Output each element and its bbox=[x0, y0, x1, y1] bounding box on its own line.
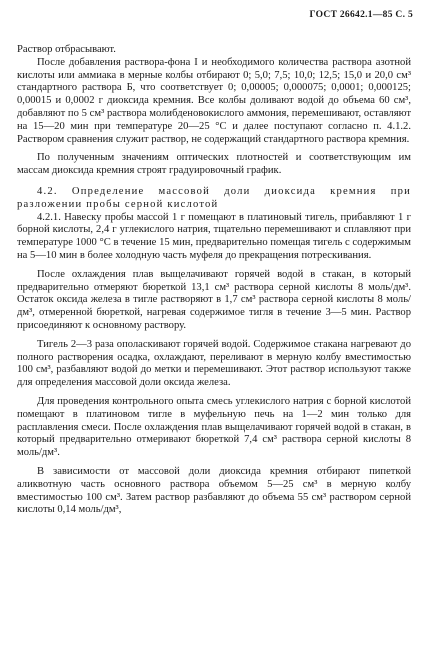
running-header: ГОСТ 26642.1—85 С. 5 bbox=[309, 10, 413, 20]
section-heading-4-2: 4.2. Определение массовой доли диоксида кремния при разложении пробы серной кислотой bbox=[17, 185, 411, 210]
paragraph-leaching: После охлаждения плав выщелачивают горячей водой в стакан, в который предварительно отмеряют бюреткой 13,1 см³ раствора серной кислоты 8 моль/дм³. Остаток оксида железа в тигле растворяют в 1,7 см³ раствора серной кислоты 8 моль/дм³, отмеренной бюреткой, нагревая содержимое тигля в течение 3—5 мин. Раствор присоединяют к основному раствору. bbox=[17, 268, 411, 331]
paragraph-control-experiment: Для проведения контрольного опыта смесь углекислого натрия с борной кислотой помещают в платиновом тигле в муфельную печь на 1—2 мин только для расплавления смеси. После охлаждения плав выщелачивают горячей водой в стакан, в который предварительно отмеривают бюреткой 7,4 см³ раствора серной кислоты 8 моль/дм³. bbox=[17, 395, 411, 459]
paragraph-discard: Раствор отбрасывают. bbox=[17, 44, 116, 55]
document-body bbox=[17, 44, 411, 517]
paragraph-4-2-1: 4.2.1. Навеску пробы массой 1 г помещают в платиновый тигель, прибавляют 1 г борной кислоты, 2,4 г углекислого натрия, тщательно перемешивают и сплавляют при температуре 1000 °С в течение 15 мин, предварительно помещая тигель с содержимым на 5—10 мин в более холодную часть муфеля до прекращения потрескивания. bbox=[17, 211, 411, 261]
paragraph-standard-solutions: После добавления раствора-фона I и необходимого количества раствора азотной кислоты или аммиака в мерные колбы отбирают 0; 5,0; 7,5; 10,0; 12,5; 15,0 и 20,0 см³ стандартного раствора Б, что соответствует 0; 0,00005; 0,000075; 0,0001; 0,000125; 0,00015 и 0,0002 г диоксида кремния. Все колбы доливают водой до объема 60 см³, добавляют по 5 см³ раствора молибденовокислого аммония, перемешивают, оставляют на 15—20 мин при температуре 20—25 °С и далее поступают согласно п. 4.1.2. Раствором сравнения служит раствор, не содержащий стандартного раствора кремния. bbox=[17, 56, 411, 145]
paragraph-calibration-graph: По полученным значениям оптических плотностей и соответствующим им массам диоксида кремния строят градуировочный график. bbox=[17, 152, 411, 177]
paragraph-aliquot: В зависимости от массовой доли диоксида кремния отбирают пипеткой аликвотную часть основного раствора объемом 5—25 см³ в мерную колбу вместимостью 100 см³. Затем раствор разбавляют до объема 55 см³ раствором серной кислоты 0,14 моль/дм³, bbox=[17, 465, 411, 516]
paragraph-crucible-rinse: Тигель 2—3 раза ополаскивают горячей водой. Содержимое стакана нагревают до полного растворения осадка, охлаждают, переливают в мерную колбу вместимостью 100 см³, разбавляют водой до метки и перемешивают. Этот раствор используют также для определения массовой доли оксида железа. bbox=[17, 338, 411, 389]
